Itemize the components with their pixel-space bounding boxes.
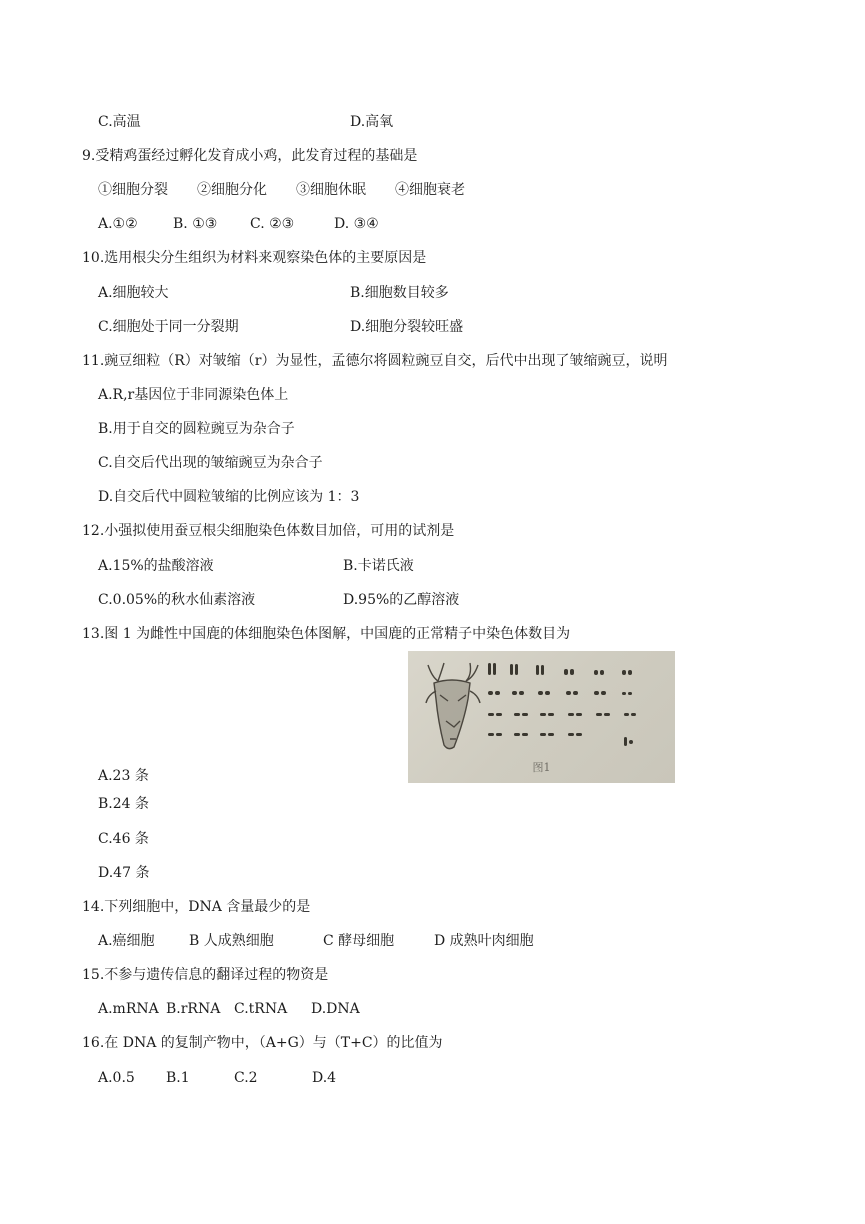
q13-stem: 13.图 1 为雌性中国鹿的体细胞染色体图解，中国鹿的正常精子中染色体数目为 bbox=[82, 626, 571, 642]
q15-stem: 15.不参与遗传信息的翻译过程的物资是 bbox=[82, 967, 329, 983]
q12-option-c: C.0.05%的秋水仙素溶液 bbox=[98, 592, 256, 608]
q16-option-c: C.2 bbox=[234, 1070, 258, 1086]
q12-option-d: D.95%的乙醇溶液 bbox=[343, 592, 460, 608]
q12-option-b: B.卡诺氏液 bbox=[343, 558, 414, 574]
q9-item-1: ①细胞分裂 bbox=[98, 182, 168, 198]
q16-option-a: A.0.5 bbox=[98, 1070, 135, 1086]
q15-options bbox=[98, 999, 360, 1019]
q12-stem: 12.小强拟使用蚕豆根尖细胞染色体数目加倍，可用的试剂是 bbox=[82, 523, 455, 539]
q10-option-d: D.细胞分裂较旺盛 bbox=[350, 319, 464, 335]
q9-option-a: A.①② bbox=[98, 216, 138, 232]
q9-stem: 9.受精鸡蛋经过孵化发育成小鸡，此发育过程的基础是 bbox=[82, 148, 418, 164]
q15-option-a: A.mRNA bbox=[98, 1001, 159, 1017]
q13-option-d: D.47 条 bbox=[98, 865, 150, 881]
q15-option-d: D.DNA bbox=[311, 1001, 360, 1017]
q13-option-b: B.24 条 bbox=[98, 796, 150, 812]
chromosome-set bbox=[488, 663, 636, 746]
q14-option-b: B 人成熟细胞 bbox=[189, 933, 274, 949]
q10-option-b: B.细胞数目较多 bbox=[350, 285, 449, 301]
q9-item-4: ④细胞衰老 bbox=[395, 182, 465, 198]
figure-caption: 图1 bbox=[532, 761, 551, 774]
q10-option-c: C.细胞处于同一分裂期 bbox=[98, 319, 239, 335]
q16-stem: 16.在 DNA 的复制产物中，（A+G）与（T+C）的比值为 bbox=[82, 1035, 443, 1051]
q10-option-a: A.细胞较大 bbox=[98, 285, 169, 301]
q11-option-d: D.自交后代中圆粒皱缩的比例应该为 1：3 bbox=[98, 489, 360, 505]
q11-option-c: C.自交后代出现的皱缩豌豆为杂合子 bbox=[98, 455, 323, 471]
karyotype-figure bbox=[408, 651, 675, 783]
q9-option-b: B. ①③ bbox=[173, 216, 218, 232]
q9-item-3: ③细胞休眠 bbox=[296, 182, 366, 198]
q12-option-a: A.15%的盐酸溶液 bbox=[98, 558, 214, 574]
q16-option-b: B.1 bbox=[166, 1070, 190, 1086]
q14-option-a: A.癌细胞 bbox=[98, 933, 155, 949]
q10-stem: 10.选用根尖分生组织为材料来观察染色体的主要原因是 bbox=[82, 250, 427, 266]
q16-option-d: D.4 bbox=[312, 1070, 337, 1086]
q9-item-2: ②细胞分化 bbox=[197, 182, 267, 198]
q9-items bbox=[98, 180, 465, 200]
deer-head-drawing bbox=[426, 663, 480, 749]
q13-option-a: A.23 条 bbox=[98, 768, 149, 784]
q15-option-c: C.tRNA bbox=[234, 1001, 288, 1017]
q14-stem: 14.下列细胞中，DNA 含量最少的是 bbox=[82, 899, 311, 915]
q15-option-b: B.rRNA bbox=[166, 1001, 221, 1017]
q14-option-d: D 成熟叶肉细胞 bbox=[434, 933, 534, 949]
q9-option-c: C. ②③ bbox=[250, 216, 295, 232]
q11-stem: 11.豌豆细粒（R）对皱缩（r）为显性，孟德尔将圆粒豌豆自交，后代中出现了皱缩豌豆，说明 bbox=[82, 353, 668, 369]
q8-option-c: C.高温 bbox=[98, 114, 141, 130]
q16-options bbox=[98, 1068, 336, 1088]
q14-option-c: C 酵母细胞 bbox=[323, 933, 395, 949]
q8-option-d: D.高氧 bbox=[350, 114, 394, 130]
q11-option-a: A.R,r基因位于非同源染色体上 bbox=[98, 387, 289, 403]
q11-option-b: B.用于自交的圆粒豌豆为杂合子 bbox=[98, 421, 295, 437]
q13-option-c: C.46 条 bbox=[98, 831, 149, 847]
q9-option-d: D. ③④ bbox=[334, 216, 379, 232]
q9-options bbox=[98, 214, 379, 234]
q14-options bbox=[98, 931, 534, 951]
